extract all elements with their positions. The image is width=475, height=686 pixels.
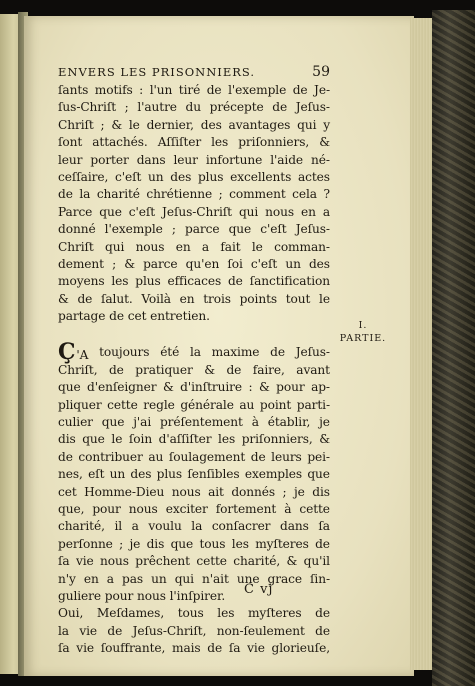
page-number: 59 (312, 64, 330, 80)
text-line: ceſſaire, c'eſt un des plus excellents actes (58, 169, 330, 184)
text-line: leur porter dans leur infortune l'aide né- (58, 152, 330, 167)
text-line: guliere pour nous l'inſpirer. (58, 588, 226, 603)
text-line: dis que le ſoin d'aſſiſter les priſonniers, & (58, 432, 330, 447)
text-line: Chriſt ; & le dernier, des avantages qui y (58, 117, 330, 132)
page-edges (410, 18, 434, 670)
book-cover (432, 10, 475, 686)
margin-note-number: I. (358, 320, 368, 331)
text-line: cet Homme-Dieu nous ait donnés ; je dis (58, 484, 330, 499)
text-line: donné l'exemple ; parce que c'eſt Jeſus- (58, 222, 330, 237)
text-line: n'y en a pas un qui n'ait une grace ſin- (58, 571, 330, 586)
paragraph-2 (58, 339, 330, 605)
text-line: & de ſalut. Voilà en trois points tout le (58, 291, 330, 306)
text-line: de contribuer au ſoulagement de leurs pei- (58, 449, 330, 464)
text-line: ſont attachés. Aſſiſter les priſonniers, & (58, 135, 330, 150)
text-line: Chriſt qui nous en a fait le comman- (58, 239, 330, 254)
text-line: Chriſt, de pratiquer & de faire, avant (58, 362, 330, 377)
text-line: perſonne ; je dis que tous les myſteres de (58, 536, 330, 551)
text-line: ſants motifs : l'un tiré de l'exemple de Je- (58, 83, 330, 97)
text-line: ſus-Chriſt ; l'autre du précepte de Jeſus- (58, 100, 330, 115)
drop-cap: Ç (58, 339, 76, 366)
text-line: que d'enſeigner & d'inſtruire : & pour ap- (58, 380, 330, 395)
text-line: la vie de Jeſus-Chriſt, non-ſeulement de (58, 623, 330, 638)
text-line: culier que j'ai préſentement à établir, je (58, 415, 330, 430)
text-line: Ç'A toujours été la maxime de Jeſus- (58, 339, 330, 366)
paragraph-1 (58, 82, 330, 325)
text-line: partage de cet entretien. (58, 309, 210, 324)
text-line: moyens les plus efficaces de ſanctification (58, 274, 330, 289)
text-line: ſa vie nous prêchent cette charité, & qu'il (58, 554, 330, 569)
signature-mark: C vj (244, 582, 274, 597)
text-line: Parce que c'eſt Jeſus-Chriſt qui nous en a (58, 204, 330, 219)
running-title: ENVERS LES PRISONNIERS. (58, 65, 256, 79)
margin-note-label: PARTIE. (339, 333, 387, 344)
page-text (58, 64, 330, 658)
text-line: Oui, Meſdames, tous les myſteres de (58, 606, 330, 621)
running-header (58, 64, 330, 82)
paragraph-3 (58, 605, 330, 657)
text-line: dement ; & parce qu'en ſoi c'eſt un des (58, 256, 330, 271)
text-line: que, pour nous exciter fortement à cette (58, 501, 330, 516)
text-line: charité, il a voulu la conſacrer dans ſa (58, 519, 330, 534)
text-line: nes, eſt un des plus ſenſibles exemples que (58, 467, 330, 482)
text-line: ſa vie ſouffrante, mais de ſa vie glorieuſe, (58, 641, 330, 656)
text-line: pliquer cette regle générale au point parti- (58, 397, 330, 412)
text-line: de la charité chrétienne ; comment cela ? (58, 187, 330, 202)
margin-note (338, 319, 388, 345)
